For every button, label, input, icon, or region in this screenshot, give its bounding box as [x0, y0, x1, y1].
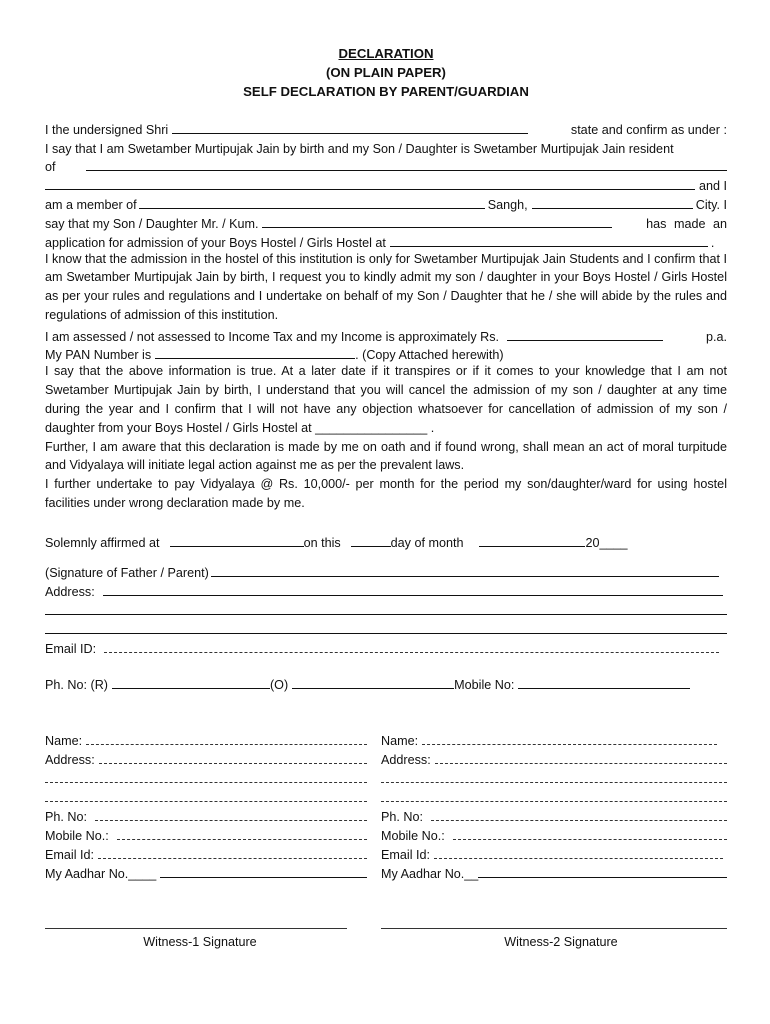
- witness1-phone-label: Ph. No:: [45, 810, 87, 825]
- witness1-address-field-2[interactable]: [45, 769, 367, 783]
- parent-address-field[interactable]: [103, 582, 723, 596]
- hostel-at-row: [45, 231, 727, 250]
- income-row: [45, 325, 727, 344]
- witness1-address-field-3[interactable]: [45, 788, 367, 802]
- undersigned-label: I the undersigned Shri: [45, 122, 169, 137]
- parent-address-label: Address:: [45, 585, 95, 600]
- child-name-field[interactable]: [262, 214, 612, 228]
- title-plain-paper: (ON PLAIN PAPER): [326, 65, 446, 80]
- mobile-field[interactable]: [518, 675, 690, 689]
- penalty-paragraph: I further undertake to pay Vidyalaya @ Rs. 10,000/- per month for the period my son/daughter/ward for using hostel facilities under wrong declaration made by me.: [45, 477, 727, 510]
- resident-of-row: [45, 156, 727, 175]
- of-label: of: [45, 160, 56, 175]
- copy-attached-label: . (Copy Attached herewith): [355, 348, 504, 363]
- hostel-location-field[interactable]: [390, 233, 708, 247]
- phone-o-field[interactable]: [292, 675, 454, 689]
- and-i-label: and I: [698, 179, 727, 194]
- son-daughter-label: say that my Son / Daughter Mr. / Kum.: [45, 216, 259, 231]
- parent-address-field-3[interactable]: [45, 620, 727, 634]
- witness1-mobile-field[interactable]: [117, 826, 367, 840]
- sangh-name-field[interactable]: [139, 195, 485, 209]
- truth-paragraph: I say that the above information is true. At a later date if it transpires or if it comes to your knowledge that I am not Swetamber Murtipujak Jain by birth, I understand that you will cancel the admission of my son / daughter at any time during the year and I confirm that I will not have any objection whatsoever for cancellation of admission of my son / daughter from your Boys Hostel / Girls Hostel at ________________ .: [45, 364, 727, 435]
- sangh-label: Sangh,: [487, 197, 528, 212]
- member-row: [45, 193, 727, 212]
- resident-address-field[interactable]: [86, 157, 727, 171]
- pan-label: My PAN Number is: [45, 348, 152, 363]
- phone-r-field[interactable]: [112, 675, 270, 689]
- parent-address-row: [45, 580, 727, 599]
- parent-address-line-3: [45, 618, 727, 637]
- affirmed-place-field[interactable]: [170, 533, 304, 547]
- title-declaration: DECLARATION: [338, 46, 434, 61]
- witness2-email-label: Email Id:: [381, 848, 430, 863]
- oath-paragraph: Further, I am aware that this declaration is made by me on oath and if found wrong, shall mean an act of moral turpitude and Vidyalaya will initiate legal action against me as per the prevalent laws.: [45, 439, 727, 473]
- parent-phone-row: [45, 674, 727, 693]
- city-label: City. I: [695, 197, 727, 212]
- parent-signature-label: (Signature of Father / Parent): [45, 566, 209, 581]
- parent-address-line-2: [45, 599, 727, 618]
- resident-cont-row: [45, 174, 727, 193]
- has-made-label: has made an: [646, 216, 727, 231]
- witness1-address-field[interactable]: [99, 750, 367, 764]
- city-field[interactable]: [532, 195, 693, 209]
- pan-field[interactable]: [155, 345, 355, 359]
- witness2-phone-field[interactable]: [431, 807, 727, 821]
- pa-label: p.a.: [705, 329, 727, 344]
- day-of-month-label: day of month: [390, 535, 464, 550]
- phone-o-label: (O): [269, 678, 289, 693]
- state-confirm-label: state and confirm as under :: [570, 122, 727, 137]
- undersigned-row: [45, 118, 727, 137]
- witness2-address-label: Address:: [381, 753, 431, 768]
- admission-paragraph: I know that the admission in the hostel of this institution is only for Swetamber Murtipujak Jain Students and I confirm that I am Swetamber Murtipujak Jain by birth, I request you to kindly admit my son / daughter in your Boys Hostel / Girls Hostel as per your rules and regulations and I undertake on behalf of my Son / Daughter that he / she will abide by the rules and regulations of admission of this institution.: [45, 251, 727, 322]
- witness2-signature-label: Witness-2 Signature: [504, 935, 618, 950]
- witness2-address-field-2[interactable]: [381, 769, 727, 783]
- parent-email-field[interactable]: [104, 639, 719, 653]
- witness1-name-label: Name:: [45, 734, 83, 749]
- year-label: 20____: [585, 535, 628, 550]
- parent-signature-field[interactable]: [211, 563, 719, 577]
- month-field[interactable]: [479, 533, 585, 547]
- witness2-phone-label: Ph. No:: [381, 810, 423, 825]
- witness-1-block: [45, 729, 367, 949]
- witness1-name-field[interactable]: [86, 731, 367, 745]
- witness1-mobile-label: Mobile No.:: [45, 829, 109, 844]
- witness2-address-field-3[interactable]: [381, 788, 727, 802]
- witness2-address-field[interactable]: [435, 750, 727, 764]
- day-field[interactable]: [351, 533, 391, 547]
- pan-row: [45, 344, 727, 363]
- child-name-row: [45, 212, 727, 231]
- witness2-aadhar-label: My Aadhar No.__: [381, 867, 479, 882]
- income-label: I am assessed / not assessed to Income Tax and my Income is approximately Rs.: [45, 329, 500, 344]
- period-label: .: [710, 235, 715, 250]
- parent-name-field[interactable]: [172, 120, 528, 134]
- witness2-name-label: Name:: [381, 734, 419, 749]
- parent-email-row: [45, 637, 727, 656]
- witness-section: [45, 729, 727, 949]
- member-of-label: am a member of: [45, 197, 137, 212]
- witness1-signature-label: Witness-1 Signature: [143, 935, 257, 950]
- witness2-mobile-label: Mobile No.:: [381, 829, 445, 844]
- witness2-mobile-field[interactable]: [453, 826, 727, 840]
- affirmed-at-label: Solemnly affirmed at: [45, 535, 160, 550]
- affirmed-row: [45, 531, 727, 550]
- title-self-declaration: SELF DECLARATION BY PARENT/GUARDIAN: [243, 84, 529, 99]
- jain-statement-text: I say that I am Swetamber Murtipujak Jain by birth and my Son / Daughter is Swetamber Murtipujak Jain resident: [45, 141, 674, 156]
- declaration-page: [45, 44, 727, 949]
- application-label: application for admission of your Boys Hostel / Girls Hostel at: [45, 235, 386, 250]
- parent-email-label: Email ID:: [45, 641, 97, 656]
- witness1-email-label: Email Id:: [45, 848, 94, 863]
- witness2-aadhar-field[interactable]: [478, 864, 727, 878]
- parent-address-field-2[interactable]: [45, 601, 727, 615]
- witness1-aadhar-field[interactable]: [160, 864, 367, 878]
- jain-statement-row: [45, 137, 727, 156]
- witness1-phone-field[interactable]: [95, 807, 367, 821]
- witness-2-block: [381, 729, 727, 949]
- phone-r-label: Ph. No: (R): [45, 678, 108, 693]
- witness1-address-label: Address:: [45, 753, 95, 768]
- witness2-name-field[interactable]: [422, 731, 717, 745]
- witness1-aadhar-label: My Aadhar No.____: [45, 867, 157, 882]
- document-title: [45, 44, 727, 101]
- mobile-label: Mobile No:: [454, 678, 515, 693]
- witness1-email-field[interactable]: [98, 845, 367, 859]
- parent-signature-row: [45, 562, 727, 581]
- resident-address-field-2[interactable]: [45, 176, 695, 190]
- witness2-email-field[interactable]: [434, 845, 723, 859]
- income-field[interactable]: [507, 327, 663, 341]
- on-this-label: on this: [303, 535, 341, 550]
